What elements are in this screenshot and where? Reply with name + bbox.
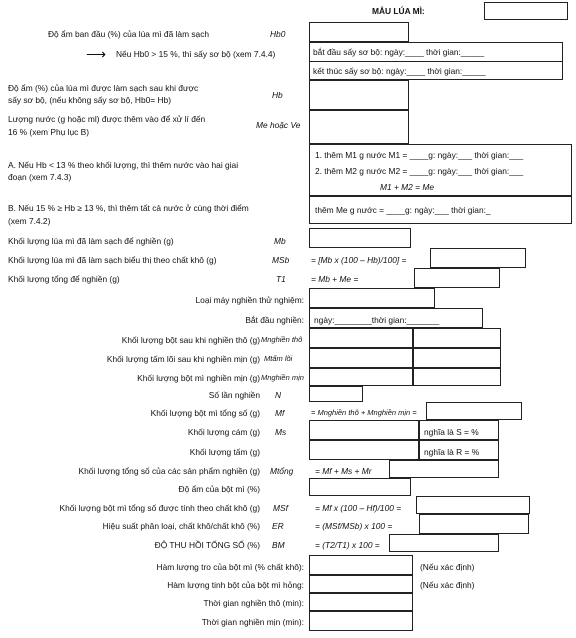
row-result-field[interactable] [416, 496, 530, 514]
row-field[interactable] [309, 575, 413, 593]
arrow-icon: ⟶ [86, 46, 107, 62]
mill-type-field[interactable] [309, 288, 435, 308]
row-label: Thời gian nghiền mịn (min): [201, 617, 304, 627]
row-field[interactable] [413, 348, 501, 368]
row-field[interactable] [413, 328, 501, 348]
row-label: Thời gian nghiền thô (min): [203, 598, 304, 608]
case-a-step1[interactable]: 1. thêm M1 g nước M1 = ____g: ngày:___ thời gian:___ [315, 150, 524, 160]
bran-pct-note: nghĩa là S = % [424, 427, 479, 437]
row-label: Khối lượng lúa mì đã làm sạch biểu thị theo chất khô (g) [8, 255, 217, 265]
moisture-after-label-2: sấy sơ bộ, (nếu không sấy sơ bộ, Hb0= Hb) [8, 95, 171, 105]
case-a-sum: M1 + M2 = Me [380, 182, 434, 192]
row-label: Số lần nghiền [208, 390, 260, 400]
row-formula: = Mf x (100 – Hf)/100 = [315, 503, 402, 513]
moisture-initial-label: Độ ẩm ban đầu (%) của lúa mì đã làm sạch [48, 29, 210, 39]
row-result-field[interactable] [389, 460, 499, 478]
row-symbol: Ms [275, 427, 287, 437]
if-determined-note: (Nếu xác định) [420, 562, 475, 572]
milling-start-label: Bắt đầu nghiền: [245, 315, 304, 325]
row-label: Hàm lượng tro của bột mì (% chất khô): [156, 562, 304, 572]
row-label: ĐỘ THU HỒI TỔNG SỐ (%) [154, 540, 260, 550]
water-added-symbol: Me hoặc Ve [256, 120, 301, 130]
row-symbol: Mb [274, 236, 286, 246]
row-label: Khối lượng bột sau khi nghiền thô (g) [121, 335, 260, 345]
row-field[interactable] [309, 368, 413, 386]
row-field[interactable] [309, 611, 413, 631]
water-added-label-2: 16 % (xem Phụ lục B) [8, 127, 89, 137]
row-symbol: ER [272, 521, 284, 531]
water-added-label-1: Lượng nước (g hoặc ml) được thêm vào để xử lí đến [8, 114, 206, 124]
row-symbol: N [275, 390, 282, 400]
moisture-after-field[interactable] [309, 80, 409, 110]
row-label: Khối lượng tổng để nghiền (g) [8, 274, 120, 284]
row-field[interactable] [309, 593, 413, 611]
row-symbol: T1 [276, 274, 286, 284]
row-symbol: Mtổng [270, 466, 294, 476]
row-field[interactable] [309, 386, 363, 402]
row-field[interactable] [309, 440, 419, 460]
row-field[interactable] [309, 555, 413, 575]
case-a-step2[interactable]: 2. thêm M2 g nước M2 = ____g: ngày:___ thời gian:___ [315, 166, 524, 176]
row-result-field[interactable] [430, 248, 526, 268]
row-label: Hiệu suất phân loại, chất khô/chất khô (%) [102, 521, 260, 531]
predry-start[interactable]: bắt đầu sấy sơ bộ: ngày:____ thời gian:_____ [313, 47, 485, 57]
row-label: Khối lượng bột mì nghiền mịn (g) [137, 373, 260, 383]
case-a-label-2: đoạn (xem 7.4.3) [8, 172, 72, 182]
row-formula: = Mf + Ms + Mr [315, 466, 372, 476]
row-field[interactable] [309, 420, 419, 440]
moisture-after-symbol: Hb [272, 90, 283, 100]
case-b-label-2: (xem 7.4.2) [8, 216, 51, 226]
water-added-field[interactable] [309, 110, 409, 144]
row-label: Khối lượng tổng số của các sản phẩm nghiền (g) [78, 466, 260, 476]
case-a-label-1: A. Nếu Hb < 13 % theo khối lượng, thì thêm nước vào hai giai [8, 160, 239, 170]
if-determined-note: (Nếu xác định) [420, 580, 475, 590]
case-b-label-1: B. Nếu 15 % ≥ Hb ≥ 13 %, thì thêm tất cả nước ở cùng thời điểm [8, 203, 249, 213]
row-symbol: MSb [272, 255, 290, 265]
milling-start-datetime[interactable]: ngày:________thời gian:_______ [314, 315, 440, 325]
row-label: Khối lượng tấm lõi sau khi nghiền mịn (g) [106, 354, 260, 364]
row-formula: = Mnghiền thô + Mnghiền mịn = [311, 408, 417, 417]
row-label: Khối lượng bột mì tổng số (g) [150, 408, 260, 418]
row-result-field[interactable] [426, 402, 522, 420]
moisture-after-label-1: Độ ẩm (%) của lúa mì được làm sạch sau khi được [8, 83, 199, 93]
row-formula: = (MSf/MSb) x 100 = [315, 521, 393, 531]
row-formula: = (T2/T1) x 100 = [315, 540, 380, 550]
row-symbol: MSf [273, 503, 288, 513]
predry-end[interactable]: kết thúc sấy sơ bộ: ngày:____ thời gian:_____ [313, 66, 486, 76]
row-label: Khối lượng cám (g) [187, 427, 260, 437]
mill-type-label: Loại máy nghiền thử nghiệm: [195, 295, 304, 305]
row-formula: = Mb + Me = [311, 274, 359, 284]
row-label: Hàm lượng tinh bột của bột mì hỏng: [167, 580, 304, 590]
row-field[interactable] [309, 228, 411, 248]
row-label: Khối lượng lúa mì đã làm sạch để nghiền (g) [8, 236, 174, 246]
row-symbol: Mf [275, 408, 285, 418]
row-label: Khối lượng bột mì tổng số được tính theo chất khô (g) [59, 503, 260, 513]
row-symbol: Mnghiền mịn [261, 373, 304, 382]
row-result-field[interactable] [414, 268, 500, 288]
row-field[interactable] [309, 478, 411, 496]
predry-note: Nếu Hb0 > 15 %, thì sấy sơ bộ (xem 7.4.4) [116, 49, 276, 59]
row-result-field[interactable] [389, 534, 499, 552]
row-symbol: Mtấm lõi [264, 354, 293, 363]
row-field[interactable] [309, 348, 413, 368]
row-symbol: Mnghiền thô [261, 335, 303, 344]
row-label: Khối lượng tấm (g) [189, 447, 260, 457]
row-field[interactable] [309, 328, 413, 348]
row-symbol: BM [272, 540, 285, 550]
semolina-pct-note: nghĩa là R = % [424, 447, 480, 457]
sample-id-field[interactable] [484, 2, 568, 20]
form-title: MẪU LÚA MÌ: [372, 6, 425, 16]
moisture-initial-symbol: Hb0 [270, 29, 286, 39]
row-formula: = [Mb x (100 – Hb)/100] = [311, 255, 407, 265]
row-field[interactable] [413, 368, 501, 386]
moisture-initial-field[interactable] [309, 22, 409, 42]
row-label: Độ ẩm của bột mì (%) [178, 484, 260, 494]
row-result-field[interactable] [419, 514, 529, 534]
case-b-step[interactable]: thêm Me g nước = ____g: ngày:___ thời gian:_ [315, 205, 491, 215]
